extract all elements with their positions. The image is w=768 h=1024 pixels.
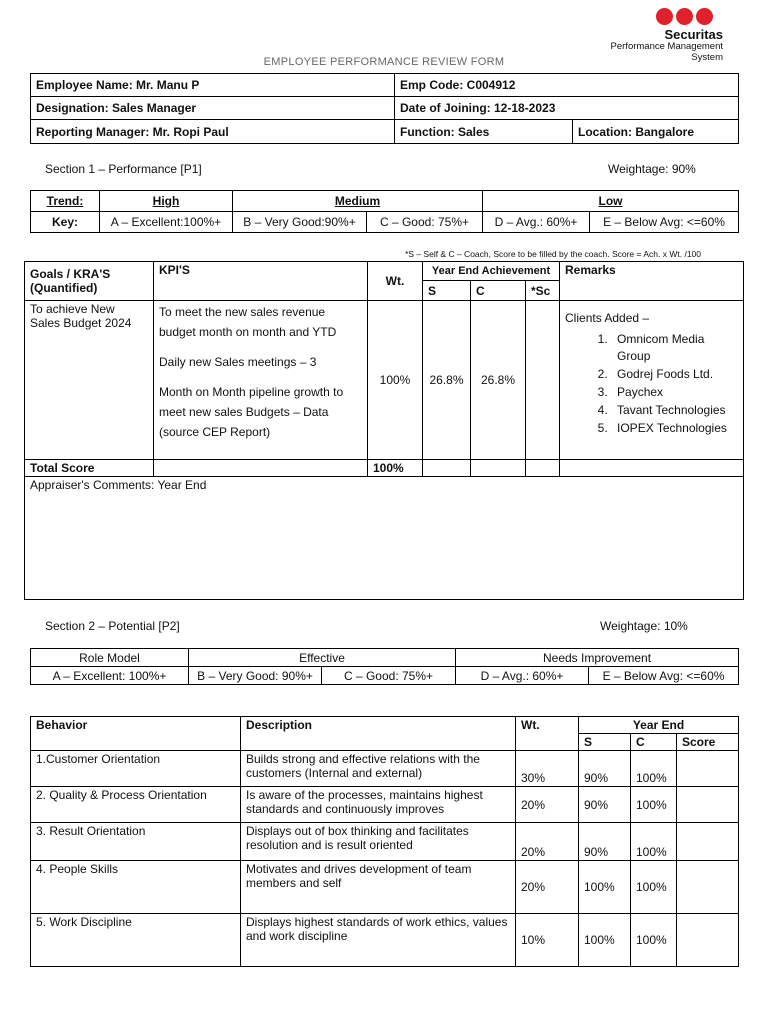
behavior-table xyxy=(30,716,739,967)
brand-subtitle: Performance Management System xyxy=(610,41,723,63)
c-cell: 100% xyxy=(631,823,677,861)
s-cell: 90% xyxy=(579,823,631,861)
description-cell: Is aware of the processes, maintains highest standards and continuously improves xyxy=(241,787,516,823)
score-note: *S – Self & C – Coach, Score to be filled by the coach. Score = Ach. x Wt. /100 xyxy=(405,249,702,259)
description-cell: Displays out of box thinking and facilitates resolution and is result oriented xyxy=(241,823,516,861)
p-key-b: B – Very Good: 90%+ xyxy=(189,667,322,685)
p-key-c: C – Good: 75%+ xyxy=(322,667,456,685)
remarks-cell xyxy=(560,301,744,460)
s-cell: 100% xyxy=(579,861,631,914)
header-year-end-achievement: Year End Achievement xyxy=(423,262,560,281)
header-c: C xyxy=(471,281,526,301)
p-key-e: E – Below Avg: <=60% xyxy=(589,667,739,685)
s-cell: 90% xyxy=(579,787,631,823)
reporting-manager: Reporting Manager: Mr. Ropi Paul xyxy=(31,120,395,144)
trend-medium: Medium xyxy=(233,191,483,212)
employee-info-table xyxy=(30,73,739,144)
header-year-end: Year End xyxy=(579,717,739,734)
key-label: Key: xyxy=(31,212,100,233)
table-row xyxy=(31,861,739,914)
table-row xyxy=(31,751,739,787)
list-item: 1. Omnicom Media Group xyxy=(611,331,738,365)
behavior-cell: 1.Customer Orientation xyxy=(31,751,241,787)
clients-list xyxy=(565,331,738,437)
designation: Designation: Sales Manager xyxy=(31,97,395,120)
total-score-label: Total Score xyxy=(25,460,154,477)
band-effective: Effective xyxy=(189,649,456,667)
total-remarks-cell xyxy=(560,460,744,477)
list-item: 3. Paychex xyxy=(611,384,738,401)
score-cell xyxy=(677,914,739,967)
c-cell: 100% xyxy=(631,914,677,967)
total-kpi-cell xyxy=(154,460,368,477)
total-sc-cell xyxy=(526,460,560,477)
header-wt2: Wt. xyxy=(516,717,579,751)
trend-low: Low xyxy=(483,191,739,212)
header-score: Score xyxy=(677,734,739,751)
remarks-title: Clients Added – xyxy=(565,311,650,325)
wt-cell: 10% xyxy=(516,914,579,967)
key-a: A – Excellent:100%+ xyxy=(100,212,233,233)
header-goals: Goals / KRA'S (Quantified) xyxy=(25,262,154,301)
header-behavior: Behavior xyxy=(31,717,241,751)
kpi-2: Daily new Sales meetings – 3 xyxy=(159,355,317,369)
list-item: 5. IOPEX Technologies xyxy=(611,420,738,437)
securitas-logo xyxy=(580,8,730,63)
band-needs-improvement: Needs Improvement xyxy=(456,649,739,667)
logo-dots-icon xyxy=(656,8,716,28)
kpi-1: To meet the new sales revenue budget month on month and YTD xyxy=(159,305,337,339)
behavior-cell: 4. People Skills xyxy=(31,861,241,914)
trend-high: High xyxy=(100,191,233,212)
wt-cell: 20% xyxy=(516,823,579,861)
goal-cell: To achieve New Sales Budget 2024 xyxy=(25,301,154,460)
score-cell xyxy=(677,823,739,861)
total-wt: 100% xyxy=(368,460,423,477)
key-c: C – Good: 75%+ xyxy=(367,212,483,233)
date-of-joining: Date of Joining: 12-18-2023 xyxy=(395,97,739,120)
c-cell: 26.8% xyxy=(471,301,526,460)
description-cell: Builds strong and effective relations with the customers (Internal and external) xyxy=(241,751,516,787)
kpi-cell xyxy=(154,301,368,460)
c-cell: 100% xyxy=(631,861,677,914)
key-b: B – Very Good:90%+ xyxy=(233,212,367,233)
section2-weightage: Weightage: 10% xyxy=(600,619,688,633)
header-s: S xyxy=(423,281,471,301)
table-row xyxy=(31,787,739,823)
function: Function: Sales xyxy=(395,120,573,144)
rating-key-table xyxy=(30,190,739,233)
trend-label: Trend: xyxy=(31,191,100,212)
wt-cell: 100% xyxy=(368,301,423,460)
header-s2: S xyxy=(579,734,631,751)
performance-table xyxy=(24,261,744,600)
employee-name: Employee Name: Mr. Manu P xyxy=(31,74,395,97)
kpi-3: Month on Month pipeline growth to meet new sales Budgets – Data (source CEP Report) xyxy=(159,385,344,439)
band-role-model: Role Model xyxy=(31,649,189,667)
key-e: E – Below Avg: <=60% xyxy=(590,212,739,233)
c-cell: 100% xyxy=(631,787,677,823)
c-cell: 100% xyxy=(631,751,677,787)
header-sc: *Sc xyxy=(526,281,560,301)
employee-code: Emp Code: C004912 xyxy=(395,74,739,97)
score-cell xyxy=(677,751,739,787)
header-remarks: Remarks xyxy=(560,262,744,301)
key-d: D – Avg.: 60%+ xyxy=(483,212,590,233)
description-cell: Motivates and drives development of team members and self xyxy=(241,861,516,914)
section1-title: Section 1 – Performance [P1] xyxy=(45,162,202,176)
wt-cell: 20% xyxy=(516,787,579,823)
section2-title: Section 2 – Potential [P2] xyxy=(45,619,180,633)
potential-key-table xyxy=(30,648,739,685)
s-cell: 100% xyxy=(579,914,631,967)
wt-cell: 20% xyxy=(516,861,579,914)
total-c-cell xyxy=(471,460,526,477)
wt-cell: 30% xyxy=(516,751,579,787)
list-item: 4. Tavant Technologies xyxy=(611,402,738,419)
header-c2: C xyxy=(631,734,677,751)
behavior-cell: 2. Quality & Process Orientation xyxy=(31,787,241,823)
header-wt: Wt. xyxy=(368,262,423,301)
location: Location: Bangalore xyxy=(573,120,739,144)
p-key-d: D – Avg.: 60%+ xyxy=(456,667,589,685)
header-description: Description xyxy=(241,717,516,751)
section1-weightage: Weightage: 90% xyxy=(608,162,696,176)
header-kpis: KPI'S xyxy=(154,262,368,301)
sc-cell xyxy=(526,301,560,460)
p-key-a: A – Excellent: 100%+ xyxy=(31,667,189,685)
total-s-cell xyxy=(423,460,471,477)
behavior-cell: 3. Result Orientation xyxy=(31,823,241,861)
list-item: 2. Godrej Foods Ltd. xyxy=(611,366,738,383)
form-title: EMPLOYEE PERFORMANCE REVIEW FORM xyxy=(263,56,505,68)
table-row xyxy=(31,914,739,967)
behavior-cell: 5. Work Discipline xyxy=(31,914,241,967)
table-row xyxy=(31,823,739,861)
s-cell: 90% xyxy=(579,751,631,787)
appraiser-comments: Appraiser's Comments: Year End xyxy=(25,477,744,600)
score-cell xyxy=(677,861,739,914)
description-cell: Displays highest standards of work ethics, values and work discipline xyxy=(241,914,516,967)
s-cell: 26.8% xyxy=(423,301,471,460)
brand-name: Securitas xyxy=(664,27,723,42)
score-cell xyxy=(677,787,739,823)
